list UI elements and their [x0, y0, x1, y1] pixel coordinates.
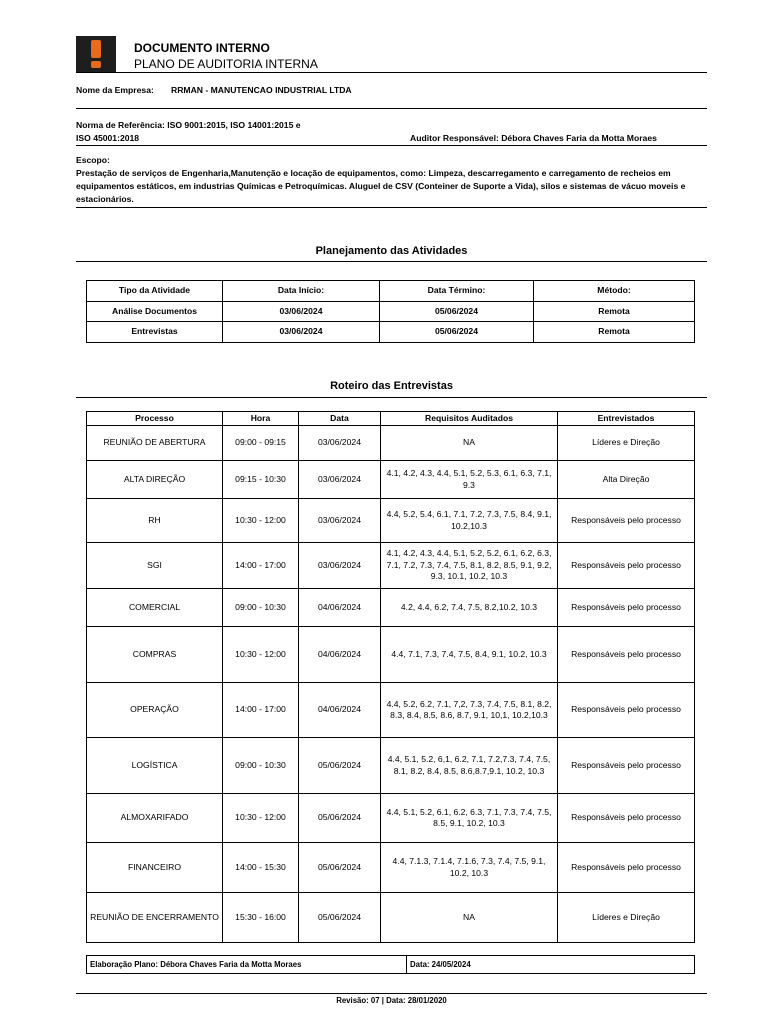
table-cell: Líderes e Direção	[558, 426, 695, 461]
column-header: Data Início:	[223, 281, 380, 302]
interviews-title: Roteiro das Entrevistas	[330, 380, 453, 392]
table-cell: ALMOXARIFADO	[87, 794, 223, 843]
column-header: Método:	[534, 281, 695, 302]
table-cell: 4.4, 5.1, 5.2, 6,1, 6.2, 7.1, 7.2,7.3, 7.4, 7.5, 8.1, 8.2, 8.4, 8.5, 8.6,8.7,9.1, 10.2, 10.3	[381, 738, 558, 794]
table-cell: Responsáveis pelo processo	[558, 738, 695, 794]
table-cell: 05/06/2024	[299, 738, 381, 794]
table-row	[87, 794, 695, 843]
table-row	[87, 322, 695, 343]
table-cell: 03/06/2024	[299, 461, 381, 499]
divider	[76, 145, 707, 146]
table-cell: 04/06/2024	[299, 589, 381, 627]
column-header: Requisitos Auditados	[381, 412, 558, 426]
company-name: RRMAN - MANUTENCAO INDUSTRIAL LTDA	[171, 85, 352, 95]
table-row	[87, 499, 695, 543]
prepared-by: Elaboração Plano: Débora Chaves Faria da Motta Moraes	[90, 960, 302, 969]
table-cell: 10:30 - 12:00	[223, 627, 299, 683]
table-row	[87, 893, 695, 943]
table-cell: 09:00 - 10:30	[223, 738, 299, 794]
document-title: PLANO DE AUDITORIA INTERNA	[134, 57, 318, 71]
table-cell: Análise Documentos	[87, 302, 223, 322]
column-header: Entrevistados	[558, 412, 695, 426]
scope-section	[76, 154, 696, 206]
table-cell: 4.1, 4.2, 4.3, 4.4, 5.1, 5.2, 5.2, 6.1, 6.2, 6.3, 7.1, 7.2, 7.3, 7.4, 7.5, 8.1, 8.2, 8.5, 9.1, 9.2, 9.3, 10.1, 10.2, 10.3	[381, 543, 558, 589]
table-cell: 04/06/2024	[299, 627, 381, 683]
table-row	[87, 589, 695, 627]
table-cell: Responsáveis pelo processo	[558, 499, 695, 543]
table-cell: 05/06/2024	[299, 794, 381, 843]
table-cell: Responsáveis pelo processo	[558, 843, 695, 893]
company-logo	[76, 36, 116, 72]
table-cell: NA	[381, 893, 558, 943]
table-cell: Responsáveis pelo processo	[558, 794, 695, 843]
table-cell: 4.4, 7.1.3, 7.1.4, 7.1.6, 7.3, 7.4, 7.5, 9.1, 10.2, 10.3	[381, 843, 558, 893]
table-cell: Entrevistas	[87, 322, 223, 343]
table-cell: 14:00 - 15:30	[223, 843, 299, 893]
table-cell: 05/06/2024	[380, 302, 534, 322]
table-cell: LOGÍSTICA	[87, 738, 223, 794]
table-cell: OPERAÇÃO	[87, 683, 223, 738]
table-cell: 4.4, 5.2, 6.2, 7.1, 7,2, 7.3, 7.4, 7.5, 8.1, 8.2, 8.3, 8.4, 8.5, 8.6, 8.7, 9.1, 10,1, 10.2,10.3	[381, 683, 558, 738]
scope-label: Escopo:	[76, 155, 110, 165]
table-row	[87, 461, 695, 499]
table-cell: 10:30 - 12:00	[223, 499, 299, 543]
table-cell: Remota	[534, 322, 695, 343]
table-cell: 05/06/2024	[380, 322, 534, 343]
scope-text: Prestação de serviços de Engenharia,Manutenção e locação de equipamentos, como: Limpeza, descarregamento e carregamento de recheios em equipamentos estáticos, em industrias Químicas e Petroquímicas. Aluguel de CSV (Conteiner de Suporte a Vida), silos e sistemas de vácuo moveis e estacionários.	[76, 168, 686, 204]
table-cell: 10:30 - 12:00	[223, 794, 299, 843]
cell-divider	[406, 956, 407, 973]
document-type: DOCUMENTO INTERNO	[134, 41, 270, 55]
table-cell: COMPRAS	[87, 627, 223, 683]
table-cell: 05/06/2024	[299, 893, 381, 943]
table-row	[87, 843, 695, 893]
table-cell: 05/06/2024	[299, 843, 381, 893]
divider	[76, 397, 707, 398]
table-cell: 14:00 - 17:00	[223, 543, 299, 589]
table-row	[87, 627, 695, 683]
table-cell: 15:30 - 16:00	[223, 893, 299, 943]
responsible-auditor: Auditor Responsável: Débora Chaves Faria da Motta Moraes	[410, 133, 657, 143]
company-label: Nome da Empresa:	[76, 85, 154, 95]
table-cell: 4.4, 5.1, 5.2, 6.1, 6.2, 6.3, 7.1, 7.3, 7.4, 7.5, 8.5, 9.1, 10.2, 10.3	[381, 794, 558, 843]
table-cell: 4.4, 5.2, 5.4, 6.1, 7.1, 7.2, 7.3, 7.5, 8.4, 9.1, 10.2,10.3	[381, 499, 558, 543]
table-cell: 03/06/2024	[299, 543, 381, 589]
table-cell: SGI	[87, 543, 223, 589]
table-cell: REUNIÃO DE ENCERRAMENTO	[87, 893, 223, 943]
table-cell: REUNIÃO DE ABERTURA	[87, 426, 223, 461]
table-cell: 03/06/2024	[223, 302, 380, 322]
table-cell: 03/06/2024	[223, 322, 380, 343]
table-cell: 4.1, 4.2, 4.3, 4.4, 5.1, 5.2, 5.3, 6.1, 6.3, 7.1, 9.3	[381, 461, 558, 499]
column-header: Data	[299, 412, 381, 426]
table-cell: 03/06/2024	[299, 499, 381, 543]
reference-standards: Norma de Referência: ISO 9001:2015, ISO 14001:2015 e	[76, 120, 301, 130]
table-cell: 04/06/2024	[299, 683, 381, 738]
table-cell: Alta Direção	[558, 461, 695, 499]
column-header: Hora	[223, 412, 299, 426]
table-cell: FINANCEIRO	[87, 843, 223, 893]
table-cell: Responsáveis pelo processo	[558, 627, 695, 683]
divider	[76, 207, 707, 208]
table-cell: 14:00 - 17:00	[223, 683, 299, 738]
table-cell: Responsáveis pelo processo	[558, 589, 695, 627]
interviews-table	[86, 411, 695, 943]
table-cell: 4.4, 7.1, 7.3, 7.4, 7.5, 8.4, 9.1, 10.2, 10.3	[381, 627, 558, 683]
planning-table	[86, 280, 695, 343]
table-cell: 09:00 - 10:30	[223, 589, 299, 627]
table-row	[87, 738, 695, 794]
table-row	[87, 302, 695, 322]
prepared-by-box	[86, 955, 695, 974]
column-header: Tipo da Atividade	[87, 281, 223, 302]
table-cell: Líderes e Direção	[558, 893, 695, 943]
table-cell: Responsáveis pelo processo	[558, 543, 695, 589]
table-cell: COMERCIAL	[87, 589, 223, 627]
table-row	[87, 543, 695, 589]
table-cell: 4.2, 4.4, 6.2, 7.4, 7.5, 8.2,10.2, 10.3	[381, 589, 558, 627]
reference-standards-cont: ISO 45001:2018	[76, 133, 140, 143]
table-row	[87, 683, 695, 738]
exclamation-icon	[76, 36, 116, 72]
column-header: Data Término:	[380, 281, 534, 302]
divider	[76, 108, 707, 109]
planning-title: Planejamento das Atividades	[315, 245, 468, 257]
table-cell: 03/06/2024	[299, 426, 381, 461]
table-cell: 09:00 - 09:15	[223, 426, 299, 461]
revision-info: Revisão: 07 | Data: 28/01/2020	[336, 996, 447, 1005]
table-cell: NA	[381, 426, 558, 461]
divider	[76, 993, 707, 994]
prepared-date: Data: 24/05/2024	[410, 960, 471, 969]
column-header: Processo	[87, 412, 223, 426]
table-header-row	[87, 281, 695, 302]
table-header-row	[87, 412, 695, 426]
divider	[76, 72, 707, 73]
table-cell: ALTA DIREÇÃO	[87, 461, 223, 499]
table-cell: 09:15 - 10:30	[223, 461, 299, 499]
table-cell: RH	[87, 499, 223, 543]
table-row	[87, 426, 695, 461]
table-cell: Responsáveis pelo processo	[558, 683, 695, 738]
table-cell: Remota	[534, 302, 695, 322]
divider	[76, 261, 707, 262]
